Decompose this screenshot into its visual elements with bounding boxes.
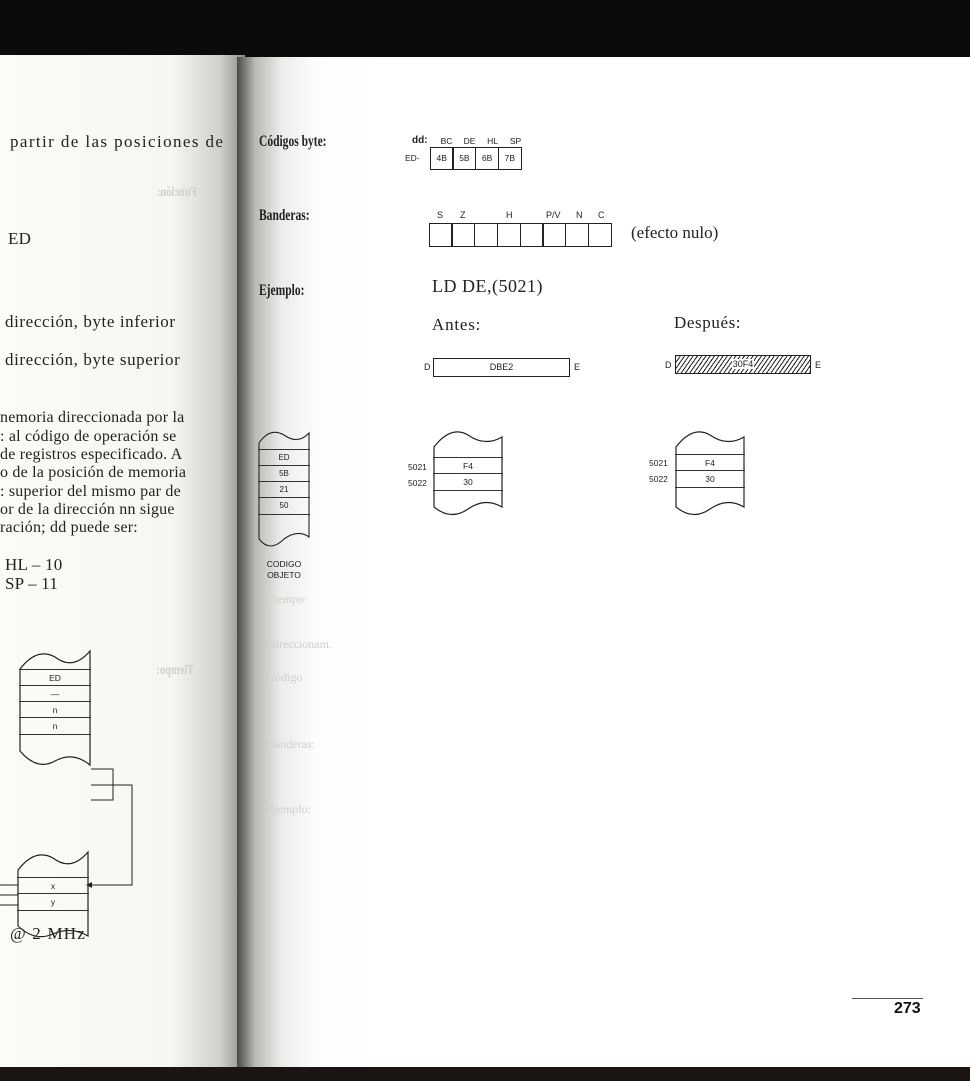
dd-code-cell: 6B <box>475 147 499 170</box>
show-through-text: Direccionam. <box>267 637 332 651</box>
memory-cell: — <box>19 685 91 702</box>
dd-code-cell: 7B <box>498 147 522 170</box>
left-memory-diagram <box>19 647 91 772</box>
left-text-line: ED <box>8 229 32 248</box>
after-register-box <box>675 355 811 374</box>
show-through-text: Código <box>267 670 303 684</box>
dd-header: DE <box>463 136 476 146</box>
flag-bit <box>588 223 612 247</box>
left-text-line: de registros especificado. A <box>0 446 183 463</box>
left-text-line: dirección, byte inferior <box>5 312 176 331</box>
flag-name: N <box>576 210 583 220</box>
label-codigos-byte: Códigos byte: <box>259 133 327 150</box>
flag-bit <box>520 223 544 247</box>
dd-code-cell: 4B <box>430 147 454 170</box>
object-code-diagram <box>258 427 310 555</box>
flag-register <box>430 223 612 247</box>
memory-cell: n <box>19 717 91 735</box>
caption-line: CODIGO <box>266 559 302 569</box>
dd-header: BC <box>440 136 453 146</box>
flags-note: (efecto nulo) <box>631 223 719 242</box>
before-register-box: DBE2 <box>433 358 570 377</box>
ed-prefix: ED- <box>405 153 420 163</box>
object-code-cell: 50 <box>258 497 310 515</box>
memory-after-diagram <box>675 425 745 520</box>
book-bottom-edge <box>0 1066 970 1081</box>
flag-name: C <box>598 210 605 220</box>
flag-names <box>430 210 630 222</box>
left-text-line: or de la dirección nn sigue <box>0 501 175 518</box>
flag-bit <box>474 223 498 247</box>
object-code-cell: ED <box>258 449 310 466</box>
memory-address: 5021 <box>408 462 427 472</box>
dd-header: HL <box>487 136 498 146</box>
register-right-label: E <box>574 362 581 372</box>
flag-bit <box>429 223 453 247</box>
dd-header: SP <box>509 136 522 146</box>
dd-headers <box>435 136 527 146</box>
left-page <box>0 55 245 1067</box>
book-top-edge <box>0 0 970 58</box>
memory-cell: ED <box>19 669 91 686</box>
show-through-text: Ejemplo: <box>267 802 311 816</box>
page-number-rule <box>852 998 923 999</box>
flag-bit <box>565 223 589 247</box>
left-text-line: ración; dd puede ser: <box>0 519 138 536</box>
object-code-cell: 5B <box>258 465 310 482</box>
register-left-label: D <box>665 360 672 370</box>
register-right-label: E <box>815 360 822 370</box>
flag-name: H <box>506 210 513 220</box>
dd-label: dd: <box>412 135 428 146</box>
left-text-line: o de la posición de memoria <box>0 464 187 481</box>
flag-name: S <box>437 210 444 220</box>
memory-address: 5022 <box>408 478 427 488</box>
show-through-text: Función: <box>156 185 197 200</box>
after-register-value: 30F4 <box>732 359 754 369</box>
page-number: 273 <box>894 1000 921 1017</box>
memory-cell: 30 <box>433 473 503 491</box>
after-label: Después: <box>674 313 742 332</box>
label-banderas: Banderas: <box>259 207 310 224</box>
dd-code-row <box>431 147 522 170</box>
memory-cell: 30 <box>675 470 745 488</box>
left-text-line: dirección, byte superior <box>5 350 181 369</box>
dd-code-cell: 5B <box>452 147 476 170</box>
memory-cell: F4 <box>433 457 503 474</box>
register-left-label: D <box>424 362 431 372</box>
memory-cell: F4 <box>675 454 745 471</box>
flag-bit <box>497 223 521 247</box>
left-text-line: partir de las posiciones de <box>10 132 225 151</box>
show-through-text: Tiempo: <box>156 663 195 678</box>
right-page <box>237 57 970 1067</box>
flag-bit <box>542 223 566 247</box>
object-code-caption <box>259 559 309 581</box>
left-text-line: : superior del mismo par de <box>0 483 181 500</box>
left-text-line: @ 2 MHz <box>10 924 86 943</box>
example-instruction: LD DE,(5021) <box>432 276 543 296</box>
show-through-text: Tiempo: <box>267 592 308 606</box>
memory-address: 5022 <box>649 474 668 484</box>
memory-before-diagram <box>433 425 503 520</box>
left-text-line: SP – 11 <box>5 574 59 593</box>
flag-name: Z <box>460 210 466 220</box>
show-through-text: Banderas: <box>267 737 315 751</box>
left-text-line: : al código de operación se <box>0 428 177 445</box>
memory-cell: y <box>17 893 89 911</box>
flag-bit <box>451 223 475 247</box>
object-code-cell: 21 <box>258 481 310 498</box>
caption-line: OBJETO <box>267 570 301 580</box>
memory-cell: x <box>17 877 89 894</box>
before-label: Antes: <box>432 315 482 334</box>
label-ejemplo: Ejemplo: <box>259 282 305 299</box>
memory-address: 5021 <box>649 458 668 468</box>
left-text-line: HL – 10 <box>5 555 63 574</box>
memory-cell: n <box>19 701 91 718</box>
left-text-line: nemoria direccionada por la <box>0 409 185 426</box>
flag-name: P/V <box>546 210 561 220</box>
